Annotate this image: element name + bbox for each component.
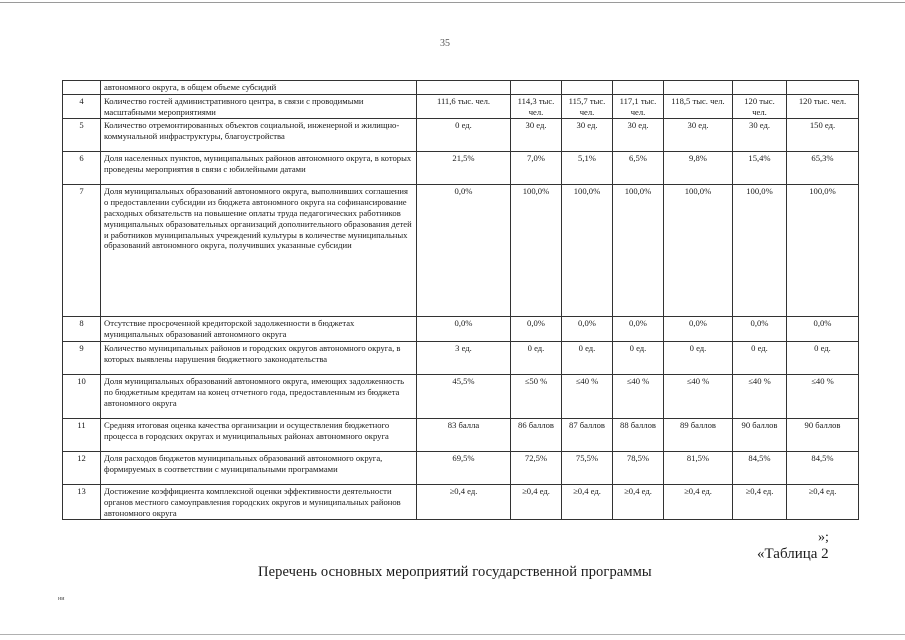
indicator-value: ≤40 % — [787, 374, 859, 418]
table-row — [63, 418, 859, 451]
indicator-value: 6,5% — [613, 152, 664, 185]
indicator-value: ≤40 % — [562, 374, 613, 418]
indicator-value: 100,0% — [562, 185, 613, 317]
table-label: «Таблица 2 — [757, 546, 829, 562]
indicator-value: 120 тыс. чел. — [733, 94, 787, 119]
indicator-value: 30 ед. — [511, 119, 562, 152]
indicator-value: 45,5% — [417, 374, 511, 418]
indicator-value — [733, 81, 787, 95]
row-number: 9 — [63, 341, 101, 374]
table-row — [63, 451, 859, 484]
indicator-description: Отсутствие просроченной кредиторской задолженности в бюджетах муниципальных образований автономного округа — [101, 317, 417, 342]
indicator-value: 120 тыс. чел. — [787, 94, 859, 119]
indicator-value — [562, 81, 613, 95]
row-number: 4 — [63, 94, 101, 119]
indicator-value: 90 баллов — [787, 418, 859, 451]
section-title: Перечень основных мероприятий государственной программы — [258, 564, 652, 580]
indicator-description: Доля населенных пунктов, муниципальных районов автономного округа, в которых проведены мероприятия в связи с юбилейными датами — [101, 152, 417, 185]
indicator-value: ≥0,4 ед. — [417, 484, 511, 519]
indicator-value: 0 ед. — [733, 341, 787, 374]
row-number: 12 — [63, 451, 101, 484]
indicator-value: 150 ед. — [787, 119, 859, 152]
indicator-value: ≥0,4 ед. — [664, 484, 733, 519]
indicator-value: 0,0% — [613, 317, 664, 342]
indicator-description: Средняя итоговая оценка качества организации и осуществления бюджетного процесса в городских округах и муниципальных районах автономного округа — [101, 418, 417, 451]
row-number: 13 — [63, 484, 101, 519]
table-row — [63, 81, 859, 95]
indicator-value: 5,1% — [562, 152, 613, 185]
row-number — [63, 81, 101, 95]
indicator-description: Достижение коэффициента комплексной оценки эффективности деятельности органов местного самоуправления городских округов и муниципальных районов автономного округа — [101, 484, 417, 519]
indicator-value: 111,6 тыс. чел. — [417, 94, 511, 119]
indicator-value: 69,5% — [417, 451, 511, 484]
indicator-description: Доля расходов бюджетов муниципальных образований автономного округа, формируемых в соответствии с муниципальными программами — [101, 451, 417, 484]
indicator-value: 86 баллов — [511, 418, 562, 451]
indicator-value: 87 баллов — [562, 418, 613, 451]
indicator-value: 0 ед. — [511, 341, 562, 374]
indicator-value: 30 ед. — [664, 119, 733, 152]
indicator-value: 7,0% — [511, 152, 562, 185]
indicators-table — [62, 80, 859, 520]
indicator-description: Количество муниципальных районов и городских округов автономного округа, в которых выявлены нарушения бюджетного законодательства — [101, 341, 417, 374]
indicator-value: 75,5% — [562, 451, 613, 484]
indicator-value: 83 балла — [417, 418, 511, 451]
indicator-value: 118,5 тыс. чел. — [664, 94, 733, 119]
indicator-value: 0,0% — [417, 185, 511, 317]
indicator-value: 100,0% — [787, 185, 859, 317]
indicator-value — [787, 81, 859, 95]
indicator-value — [613, 81, 664, 95]
table-row — [63, 152, 859, 185]
table-row — [63, 341, 859, 374]
row-number: 6 — [63, 152, 101, 185]
closing-quote: »; — [818, 530, 829, 545]
indicator-value: 78,5% — [613, 451, 664, 484]
indicator-value: 100,0% — [613, 185, 664, 317]
indicator-value: ≤40 % — [733, 374, 787, 418]
indicator-value: 0,0% — [733, 317, 787, 342]
indicator-description: Доля муниципальных образований автономного округа, выполнивших соглашения о предоставлении субсидии из бюджета автономного округа на софинансирование расходных обязательств на повышение оплаты труда педагогических работников муниципальных образовательных организаций дополнительного образования детей и работников муниципальных учреждений культуры в количестве муниципальных образований автономного округа, получивших указанные субсидии — [101, 185, 417, 317]
scan-bottom-edge — [0, 634, 905, 635]
indicator-value: 0,0% — [511, 317, 562, 342]
indicator-value: 100,0% — [511, 185, 562, 317]
page-number: 35 — [440, 38, 450, 49]
indicator-value: ≥0,4 ед. — [511, 484, 562, 519]
indicator-value: 90 баллов — [733, 418, 787, 451]
indicator-description: Количество отремонтированных объектов социальной, инженерной и жилищно-коммунальной инфраструктуры, благоустройства — [101, 119, 417, 152]
indicator-value: 115,7 тыс. чел. — [562, 94, 613, 119]
indicator-value: 100,0% — [664, 185, 733, 317]
scan-top-edge — [0, 2, 905, 3]
indicator-value — [417, 81, 511, 95]
indicator-value: 0,0% — [787, 317, 859, 342]
indicator-value: ≤40 % — [613, 374, 664, 418]
indicator-value: 72,5% — [511, 451, 562, 484]
table-row — [63, 317, 859, 342]
indicator-value: 0 ед. — [664, 341, 733, 374]
indicator-value: 15,4% — [733, 152, 787, 185]
indicator-description: Количество гостей административного центра, в связи с проводимыми масштабными мероприятиями — [101, 94, 417, 119]
indicator-description: автономного округа, в общем объеме субсидий — [101, 81, 417, 95]
table-row — [63, 484, 859, 519]
row-number: 8 — [63, 317, 101, 342]
table-row — [63, 119, 859, 152]
indicator-value: 21,5% — [417, 152, 511, 185]
indicator-value: 30 ед. — [733, 119, 787, 152]
row-number: 5 — [63, 119, 101, 152]
indicator-value: 117,1 тыс. чел. — [613, 94, 664, 119]
indicator-value: 88 баллов — [613, 418, 664, 451]
row-number: 11 — [63, 418, 101, 451]
indicator-value: 30 ед. — [562, 119, 613, 152]
indicator-value: 0 ед. — [562, 341, 613, 374]
indicator-value: 30 ед. — [613, 119, 664, 152]
indicator-value: ≥0,4 ед. — [613, 484, 664, 519]
indicator-value — [664, 81, 733, 95]
indicator-value: ≥0,4 ед. — [562, 484, 613, 519]
indicator-value: ≤40 % — [664, 374, 733, 418]
indicator-value: 100,0% — [733, 185, 787, 317]
indicator-value: 84,5% — [733, 451, 787, 484]
indicator-value — [511, 81, 562, 95]
indicator-description: Доля муниципальных образований автономного округа, имеющих задолженность по бюджетным кредитам на конец отчетного года, предоставленным из бюджета автономного округа — [101, 374, 417, 418]
row-number: 7 — [63, 185, 101, 317]
indicator-value: 0,0% — [562, 317, 613, 342]
indicator-value: ≥0,4 ед. — [787, 484, 859, 519]
indicator-value: ≤50 % — [511, 374, 562, 418]
indicator-value: 0,0% — [664, 317, 733, 342]
indicator-value: 0,0% — [417, 317, 511, 342]
indicator-value: 81,5% — [664, 451, 733, 484]
indicator-value: 84,5% — [787, 451, 859, 484]
table-row — [63, 374, 859, 418]
table-row — [63, 94, 859, 119]
table-row — [63, 185, 859, 317]
indicator-value: 65,3% — [787, 152, 859, 185]
indicator-value: 0 ед. — [417, 119, 511, 152]
indicator-value: 3 ед. — [417, 341, 511, 374]
indicator-value: 114,3 тыс. чел. — [511, 94, 562, 119]
indicator-value: ≥0,4 ед. — [733, 484, 787, 519]
row-number: 10 — [63, 374, 101, 418]
indicator-value: 0 ед. — [613, 341, 664, 374]
indicator-value: 0 ед. — [787, 341, 859, 374]
corner-mark: ни — [58, 596, 65, 602]
indicator-value: 89 баллов — [664, 418, 733, 451]
indicator-value: 9,8% — [664, 152, 733, 185]
